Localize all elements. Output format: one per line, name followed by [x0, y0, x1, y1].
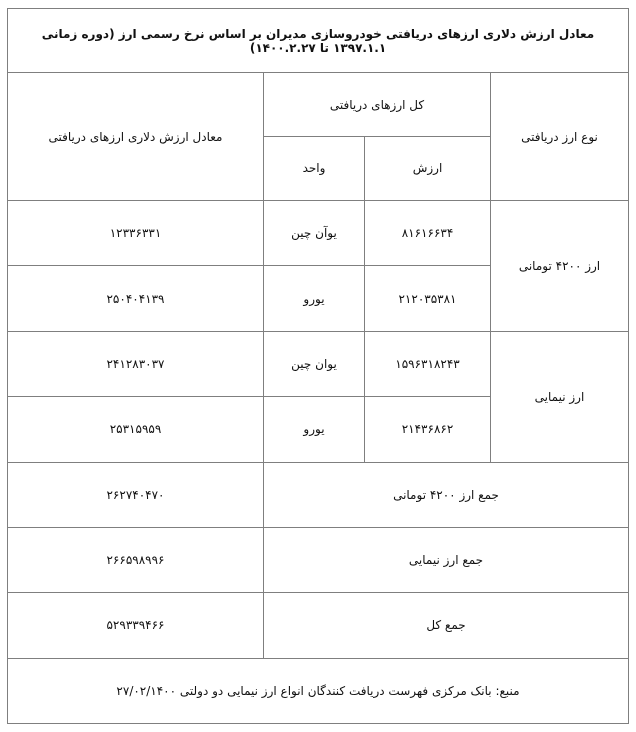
group-label-4200: ارز ۴۲۰۰ تومانی [491, 201, 629, 332]
table-title: معادل ارزش دلاری ارزهای دریافتی خودروسازی مدیران بر اساس نرخ رسمی ارز (دوره زمانی ۱۳۹۷.۱.۱ تا ۱۴۰۰.۲.۲۷) [8, 9, 629, 73]
row-value: ۱۵۹۶۳۱۸۲۴۳ [365, 331, 491, 396]
row-unit: یوآن چین [264, 201, 365, 266]
total-row [8, 462, 629, 527]
header-currency-type: نوع ارز دریافتی [491, 73, 629, 201]
row-value: ۲۱۲۰۳۵۳۸۱ [365, 266, 491, 331]
total-label-nima: جمع ارز نیمایی [264, 527, 629, 592]
row-unit: یورو [264, 397, 365, 462]
table-row [8, 331, 629, 396]
row-dollar: ۱۲۳۳۶۳۳۱ [8, 201, 264, 266]
total-dollar-all: ۵۲۹۳۳۹۴۶۶ [8, 593, 264, 658]
row-unit: یوان چین [264, 331, 365, 396]
row-value: ۸۱۶۱۶۶۳۴ [365, 201, 491, 266]
row-dollar: ۲۵۳۱۵۹۵۹ [8, 397, 264, 462]
total-row [8, 593, 629, 658]
header-value: ارزش [365, 136, 491, 200]
currency-table [7, 8, 629, 724]
row-unit: یورو [264, 266, 365, 331]
row-dollar: ۲۵۰۴۰۴۱۳۹ [8, 266, 264, 331]
total-dollar-4200: ۲۶۲۷۴۰۴۷۰ [8, 462, 264, 527]
total-dollar-nima: ۲۶۶۵۹۸۹۹۶ [8, 527, 264, 592]
total-label-all: جمع کل [264, 593, 629, 658]
header-dollar-equivalent: معادل ارزش دلاری ارزهای دریافتی [8, 73, 264, 201]
total-label-4200: جمع ارز ۴۲۰۰ تومانی [264, 462, 629, 527]
group-label-nima: ارز نیمایی [491, 331, 629, 462]
total-row [8, 527, 629, 592]
source-note: منبع: بانک مرکزی فهرست دریافت کنندگان انواع ارز نیمایی دو دولتی ۲۷/۰۲/۱۴۰۰ [8, 658, 629, 723]
row-dollar: ۲۴۱۲۸۳۰۳۷ [8, 331, 264, 396]
header-unit: واحد [264, 136, 365, 200]
table-row [8, 201, 629, 266]
header-total-received: کل ارزهای دریافتی [264, 73, 491, 136]
row-value: ۲۱۴۳۶۸۶۲ [365, 397, 491, 462]
